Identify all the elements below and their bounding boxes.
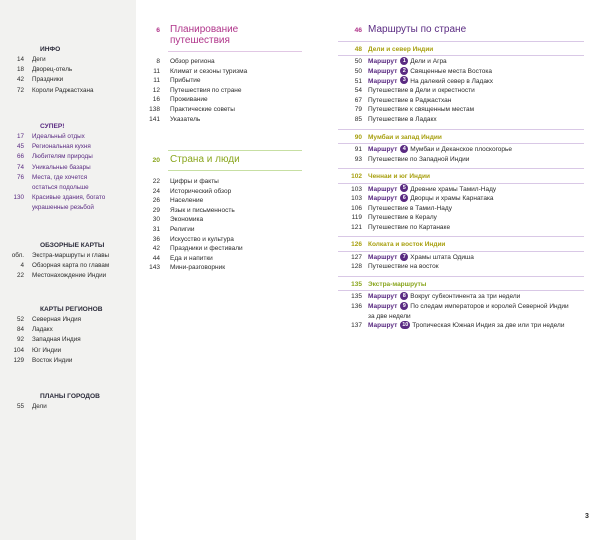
entry-page-number: 137 [351, 322, 362, 330]
entry-page-number: 103 [351, 195, 362, 203]
divider [338, 129, 584, 130]
route-entry [338, 321, 584, 331]
entry-title: Язык и письменность [170, 206, 235, 214]
group-title: Дели и север Индии [368, 46, 434, 53]
entry-title: Исторический обзор [170, 187, 232, 195]
sidebar-list-item [0, 173, 136, 183]
entry-title [368, 262, 584, 272]
sidebar-list-item [0, 325, 136, 335]
route-group-heading [338, 240, 584, 249]
entry-page-number: 127 [351, 253, 362, 261]
entry-page-number: 128 [351, 263, 362, 271]
item-label: Региональная кухня [32, 143, 91, 151]
sidebar-heading: СУПЕР! [40, 123, 65, 130]
group-page-number: 48 [354, 46, 362, 53]
route-number-badge: 2 [400, 67, 408, 75]
country-title: Страна и люди [170, 154, 240, 165]
sidebar-list-item [0, 335, 136, 345]
entry-text: Мумбаи и Деканское плоскогорье [410, 145, 513, 153]
item-page-number: 22 [16, 272, 24, 280]
item-page-number [0, 203, 32, 213]
sidebar-list-item [0, 55, 136, 65]
item-page-number: 55 [16, 403, 24, 410]
route-number-badge: 9 [400, 302, 408, 310]
entry-page-number: 30 [152, 216, 160, 224]
item-label: Западная Индия [32, 336, 81, 344]
entry-page-number: 11 [153, 67, 160, 75]
item-page-number: обл. [11, 252, 24, 259]
toc-entry [132, 206, 302, 216]
divider [168, 150, 302, 151]
sidebar-list-item [0, 132, 136, 142]
route-label: Маршрут [368, 195, 398, 203]
route-entry [338, 262, 584, 272]
entry-text: Древние храмы Тамил-Наду [410, 185, 497, 193]
item-label: Северная Индия [32, 316, 82, 323]
item-label: Восток Индии [32, 356, 73, 364]
entry-text: Путешествие по Картанаке [368, 223, 451, 231]
item-label: Любителям природы [32, 153, 93, 161]
sidebar-list-item [0, 163, 136, 173]
entry-title [368, 185, 584, 195]
route-entry [338, 155, 584, 165]
planning-section [132, 24, 302, 124]
entry-title: Искусство и культура [170, 235, 234, 243]
route-group [338, 168, 584, 232]
item-label: Местонахождение Индии [32, 272, 107, 280]
divider [338, 143, 584, 144]
entry-title [368, 86, 584, 96]
group-title: Мумбаи и запад Индии [368, 133, 442, 141]
route-entry [338, 115, 584, 125]
route-group-heading [338, 45, 584, 54]
route-entry [338, 77, 584, 87]
sidebar-list-item [0, 402, 136, 412]
sidebar-list-item [0, 356, 136, 366]
item-page-number: 84 [16, 326, 24, 334]
entry-page-number: 138 [149, 105, 160, 113]
entry-page-number: 85 [354, 115, 362, 123]
item-page-number: 4 [20, 262, 24, 270]
entry-page-number: 29 [152, 206, 160, 214]
entry-page-number: 11 [153, 77, 160, 85]
route-entry [338, 67, 584, 77]
item-page-number: 92 [16, 336, 24, 344]
entry-page-number: 141 [149, 115, 160, 123]
toc-entry [132, 57, 302, 67]
sidebar-heading: ОБЗОРНЫЕ КАРТЫ [40, 242, 105, 249]
toc-entry [132, 244, 302, 254]
entry-page-number: 91 [354, 145, 362, 153]
entry-title [368, 105, 584, 115]
sidebar-list-item [0, 152, 136, 162]
planning-title: Планирование путешествия [170, 24, 239, 46]
sidebar-list-item [0, 261, 136, 271]
route-entry [338, 194, 584, 204]
item-label: Праздники [32, 76, 64, 84]
item-page-number: 17 [16, 133, 24, 140]
entry-title [368, 321, 584, 331]
group-page-number: 126 [351, 241, 362, 249]
route-group [338, 129, 584, 165]
item-label: Красивые здания, богато [32, 194, 106, 202]
entry-text: Путешествие в Кералу [368, 214, 437, 222]
toc-entry [132, 254, 302, 264]
group-page-number: 135 [351, 281, 362, 289]
divider [338, 168, 584, 169]
sidebar-heading: ПЛАНЫ ГОРОДОВ [40, 393, 100, 400]
entry-title [368, 96, 584, 106]
item-page-number: 52 [16, 316, 24, 323]
entry-title [368, 145, 584, 155]
entry-title: Население [170, 197, 204, 205]
divider [168, 51, 302, 52]
sidebar-region-maps [0, 304, 136, 366]
divider [338, 251, 584, 252]
toc-entry [132, 86, 302, 96]
entry-text: Тропическая Южная Индия за две или три недели [412, 322, 565, 330]
sidebar [0, 0, 136, 540]
entry-page-number: 50 [354, 67, 362, 75]
route-number-badge: 1 [400, 57, 408, 65]
group-page-number: 90 [354, 133, 362, 141]
route-number-badge: 10 [402, 322, 409, 329]
sidebar-heading: КАРТЫ РЕГИОНОВ [40, 306, 103, 313]
item-page-number [0, 183, 32, 193]
entry-text: за две недели [368, 312, 411, 320]
entry-text: Путешествие к священным местам [368, 106, 475, 114]
entry-title [368, 77, 584, 87]
entry-title: Религии [170, 225, 195, 233]
sidebar-city-plans [0, 391, 136, 412]
route-entry [338, 105, 584, 115]
entry-title: Путешествия по стране [170, 86, 242, 94]
item-label: остаться подольше [32, 183, 89, 191]
route-number-badge: 4 [400, 145, 408, 153]
entry-page-number: 36 [152, 235, 160, 243]
routes-section [338, 24, 584, 331]
entry-text: Путешествие на восток [368, 263, 439, 271]
sidebar-list-item [0, 193, 136, 203]
item-page-number: 104 [13, 346, 24, 354]
divider [338, 290, 584, 291]
item-label: Экстра-маршруты и главы [32, 252, 110, 259]
item-page-number: 76 [16, 173, 24, 181]
route-label: Маршрут [368, 58, 398, 66]
entry-title [368, 67, 584, 77]
page-number: 3 [585, 513, 589, 520]
entry-title [368, 194, 584, 204]
entry-page-number: 143 [149, 264, 160, 272]
route-entry [338, 253, 584, 263]
sidebar-overview-maps [0, 240, 136, 282]
toc-entry [132, 76, 302, 86]
group-title: Колката и восток Индии [368, 241, 446, 249]
sidebar-heading: ИНФО [40, 46, 61, 53]
entry-page-number: 93 [354, 155, 362, 163]
route-number-badge: 5 [400, 184, 408, 192]
item-label: Короли Раджастхана [32, 86, 94, 94]
entry-page-number: 136 [351, 303, 362, 311]
entry-title: Цифры и факты [170, 178, 219, 185]
route-label: Маршрут [368, 77, 398, 85]
entry-title: Мини-разговорник [170, 264, 226, 272]
sidebar-list-item [0, 65, 136, 75]
route-entry [338, 86, 584, 96]
entry-title: Проживание [170, 96, 208, 104]
divider [338, 41, 584, 42]
sidebar-list-item [0, 183, 136, 193]
route-entry [338, 302, 584, 312]
sidebar-list-item [0, 142, 136, 152]
route-number-badge: 6 [400, 194, 408, 202]
entry-title: Обзор региона [170, 58, 215, 65]
item-label: Дели [32, 403, 47, 410]
entry-text: Путешествие в Тамил-Наду [368, 204, 452, 212]
entry-page-number: 121 [351, 223, 362, 231]
entry-title: Практические советы [170, 105, 235, 113]
group-title: Ченнаи и юг Индии [368, 173, 431, 181]
entry-page-number: 44 [152, 254, 160, 262]
entry-page-number: 22 [152, 178, 160, 185]
entry-title [368, 204, 584, 214]
entry-text: Путешествие в Ладакх [368, 115, 437, 123]
item-label: Идеальный отдых [32, 133, 85, 140]
item-label: украшенные резьбой [32, 204, 94, 212]
route-entry [338, 312, 584, 322]
entry-title [368, 155, 584, 165]
entry-page-number: 42 [152, 245, 160, 253]
entry-title [368, 253, 584, 263]
toc-entry [132, 235, 302, 245]
item-page-number: 42 [16, 76, 24, 84]
toc-entry [132, 67, 302, 77]
entry-page-number [338, 312, 368, 322]
divider [338, 236, 584, 237]
entry-title: Экономика [170, 216, 204, 224]
entry-text: Храмы штата Одиша [410, 253, 474, 261]
entry-title [368, 115, 584, 125]
route-number-badge: 7 [400, 253, 408, 261]
divider [338, 276, 584, 277]
toc-entry [132, 196, 302, 206]
item-label: Юг Индии [32, 346, 62, 354]
entry-page-number: 31 [152, 225, 160, 233]
toc-entry [132, 177, 302, 187]
item-page-number: 66 [16, 153, 24, 161]
sidebar-list-item [0, 315, 136, 325]
route-entry [338, 96, 584, 106]
route-label: Маршрут [368, 185, 398, 193]
route-group-heading [338, 133, 584, 142]
divider [168, 170, 302, 171]
route-group [338, 236, 584, 272]
entry-title: Праздники и фестивали [170, 245, 243, 253]
route-label: Маршрут [368, 145, 398, 153]
entry-title: Климат и сезоны туризма [170, 67, 248, 75]
entry-title [368, 302, 584, 312]
route-entry [338, 213, 584, 223]
sidebar-list-item [0, 251, 136, 261]
entry-text: По следам императоров и королей Северной Индии [410, 303, 569, 311]
sidebar-info [0, 44, 136, 96]
entry-page-number: 51 [354, 77, 362, 85]
sidebar-list-item [0, 346, 136, 356]
entry-title: Указатель [170, 115, 201, 123]
entry-text: Священные места Востока [410, 67, 493, 75]
route-label: Маршрут [368, 253, 398, 261]
entry-page-number: 26 [152, 197, 160, 205]
entry-page-number: 16 [152, 96, 160, 104]
route-group [338, 276, 584, 331]
entry-text: Вокруг субконтинента за три недели [410, 293, 521, 301]
item-page-number: 130 [13, 194, 24, 202]
item-page-number: 72 [16, 86, 24, 94]
group-page-number: 102 [351, 173, 362, 181]
routes-page-number: 46 [354, 27, 362, 34]
item-label: Ладакх [32, 326, 53, 334]
route-group-heading [338, 172, 584, 181]
entry-text: Дели и Агра [410, 58, 447, 66]
entry-text: Путешествие в Раджастхан [368, 96, 452, 104]
item-label: Обзорная карта по главам [32, 262, 110, 270]
divider [338, 55, 584, 56]
route-number-badge: 3 [400, 76, 408, 84]
sidebar-list-item [0, 271, 136, 281]
route-label: Маршрут [368, 303, 398, 311]
route-entry [338, 292, 584, 302]
entry-page-number: 119 [351, 214, 362, 222]
entry-page-number: 79 [354, 106, 362, 114]
entry-page-number: 67 [354, 96, 362, 104]
entry-page-number: 103 [351, 185, 362, 193]
entry-page-number: 135 [351, 293, 362, 301]
toc-entry [132, 115, 302, 125]
route-entry [338, 185, 584, 195]
entry-text: На далекий север в Ладакх [410, 77, 494, 85]
item-label: Уникальные базары [32, 163, 91, 171]
entry-text: Путешествие по Западной Индии [368, 155, 470, 163]
country-section [132, 150, 302, 273]
route-number-badge: 8 [400, 292, 408, 300]
sidebar-list-item [0, 203, 136, 213]
item-label: Места, где хочется [32, 173, 88, 181]
toc-entry [132, 105, 302, 115]
routes-title: Маршруты по стране [368, 24, 467, 35]
toc-entry [132, 215, 302, 225]
entry-title [368, 312, 584, 322]
item-label: Деги [32, 56, 46, 63]
entry-page-number: 106 [351, 204, 362, 212]
route-label: Маршрут [368, 293, 398, 301]
toc-entry [132, 263, 302, 273]
sidebar-list-item [0, 75, 136, 85]
route-label: Маршрут [368, 322, 398, 330]
entry-text: Дворцы и храмы Карнатака [410, 195, 494, 203]
route-group-heading [338, 280, 584, 289]
entry-page-number: 24 [152, 187, 160, 195]
route-entry [338, 57, 584, 67]
route-entry [338, 145, 584, 155]
entry-page-number: 50 [354, 58, 362, 66]
entry-page-number: 12 [152, 86, 160, 94]
country-page-number: 20 [152, 157, 160, 164]
entry-page-number: 8 [156, 58, 160, 65]
item-page-number: 129 [13, 356, 24, 364]
planning-page-number: 6 [156, 27, 160, 34]
group-title: Экстра-маршруты [368, 281, 427, 289]
entry-text: Путешествие в Дели и окрестности [368, 87, 475, 95]
item-page-number: 18 [16, 66, 24, 74]
divider [338, 183, 584, 184]
route-group [338, 45, 584, 125]
route-label: Маршрут [368, 67, 398, 75]
entry-title: Еда и напитки [170, 254, 213, 262]
item-page-number: 45 [16, 143, 24, 151]
entry-title: Прибытие [170, 77, 201, 85]
route-entry [338, 204, 584, 214]
entry-title [368, 292, 584, 302]
entry-title [368, 223, 584, 233]
item-page-number: 14 [16, 56, 24, 63]
entry-title [368, 213, 584, 223]
toc-entry [132, 187, 302, 197]
entry-title [368, 57, 584, 67]
entry-page-number: 54 [354, 87, 362, 95]
sidebar-super [0, 121, 136, 214]
sidebar-list-item [0, 86, 136, 96]
route-entry [338, 223, 584, 233]
item-page-number: 74 [16, 163, 24, 171]
item-label: Дворец-отель [32, 66, 73, 74]
toc-entry [132, 225, 302, 235]
toc-entry [132, 95, 302, 105]
